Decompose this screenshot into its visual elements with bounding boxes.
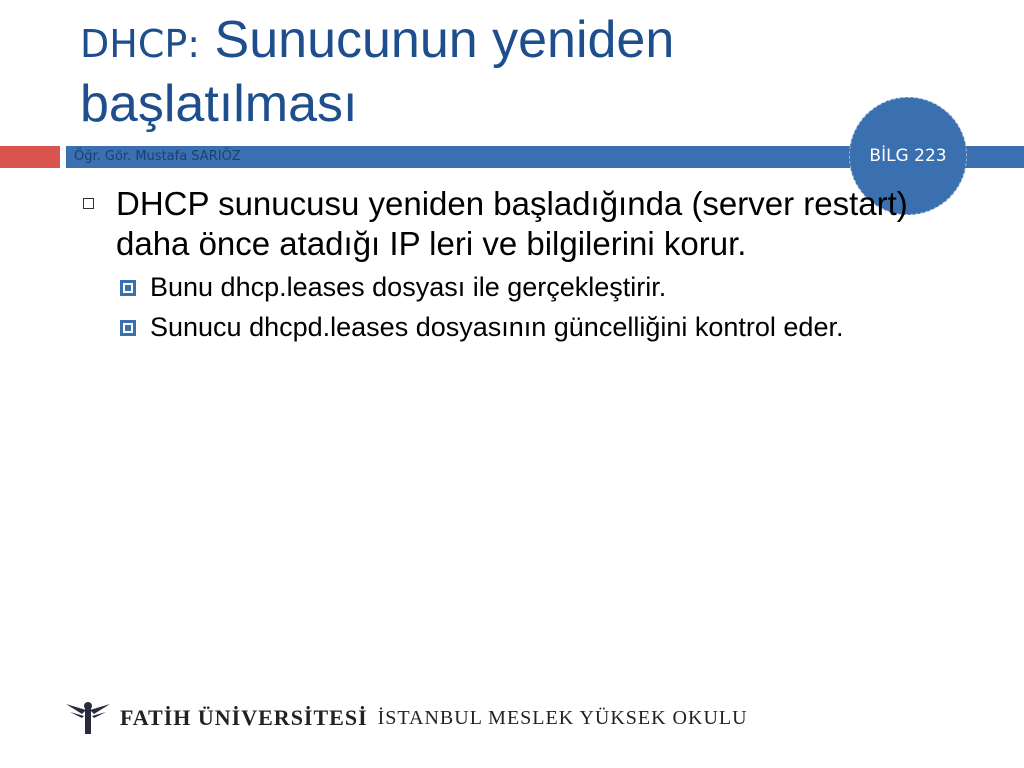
university-logo-icon	[62, 700, 114, 736]
title-text: Sunucunun yeniden başlatılması	[80, 11, 675, 133]
school-name: İSTANBUL MESLEK YÜKSEK OKULU	[377, 706, 748, 729]
sub-bullet-text: Sunucu dhcpd.leases dosyasının güncelliğini kontrol eder.	[150, 312, 844, 342]
accent-band-red	[0, 146, 60, 168]
sub-bullet-item	[150, 310, 910, 344]
hollow-square-bullet-icon	[83, 198, 94, 209]
sub-bullet-text: Bunu dhcp.leases dosyası ile gerçekleştirir.	[150, 272, 667, 302]
university-name: FATİH ÜNİVERSİTESİ	[120, 705, 368, 730]
bullet-text: DHCP sunucusu yeniden başladığında (server restart) daha önce atadığı IP leri ve bilgilerini korur.	[116, 185, 908, 262]
course-code: BİLG 223	[869, 146, 947, 166]
footer-logo	[62, 698, 882, 738]
slide-content	[80, 184, 980, 344]
author-label: Öğr. Gör. Mustafa SARIÖZ	[74, 149, 241, 164]
square-bullet-icon	[120, 280, 136, 296]
sub-bullet-item	[150, 270, 910, 304]
bullet-item	[80, 184, 976, 264]
slide-title	[80, 10, 840, 134]
square-bullet-icon	[120, 320, 136, 336]
title-prefix: DHCP:	[80, 22, 201, 66]
